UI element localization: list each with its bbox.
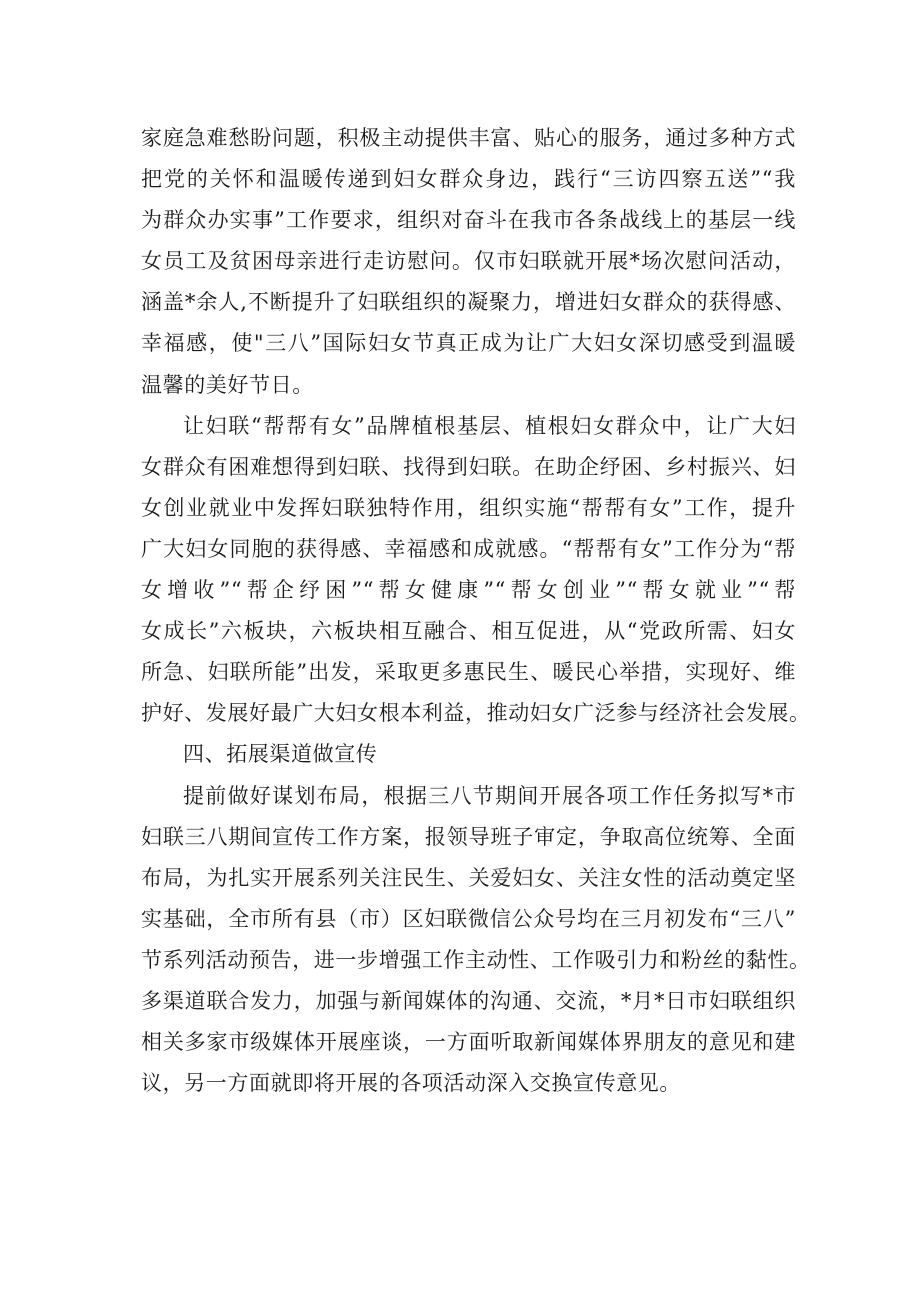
paragraph-1 bbox=[141, 118, 796, 406]
text-line: 相关多家市级媒体开展座谈，一方面听取新闻媒体界朋友的意见和建 bbox=[141, 1030, 796, 1055]
paragraph-3 bbox=[141, 776, 811, 1105]
text-line: 实基础，全市所有县（市）区妇联微信公众号均在三月初发布“三八” bbox=[141, 906, 796, 931]
text-line: 涵盖*余人,不断提升了妇联组织的凝聚力，增进妇女群众的获得感、 bbox=[141, 290, 796, 315]
document-body bbox=[141, 118, 811, 1104]
text-line: 布局，为扎实开展系列关注民生、关爱妇女、关注女性的活动奠定坚 bbox=[141, 865, 796, 890]
text-line: 妇联三八期间宣传工作方案，报领导班子审定，争取高位统筹、全面 bbox=[141, 824, 796, 849]
section-heading: 四、拓展渠道做宣传 bbox=[183, 742, 378, 767]
text-line: 幸福感，使"三八”国际妇女节真正成为让广大妇女深切感受到温暖 bbox=[141, 331, 796, 356]
text-line: 女增收”“帮企纾困”“帮女健康”“帮女创业”“帮女就业”“帮 bbox=[141, 578, 796, 603]
text-line: 女创业就业中发挥妇联独特作用，组织实施“帮帮有女”工作，提升 bbox=[141, 495, 796, 520]
text-line: 为群众办实事”工作要求，组织对奋斗在我市各条战线上的基层一线 bbox=[141, 208, 796, 233]
text-line: 提前做好谋划布局，根据三八节期间开展各项工作任务拟写*市 bbox=[183, 783, 796, 808]
text-line: 让妇联“帮帮有女”品牌植根基层、植根妇女群众中，让广大妇 bbox=[183, 413, 796, 438]
text-line: 多渠道联合发力，加强与新闻媒体的沟通、交流，*月*日市妇联组织 bbox=[141, 988, 796, 1013]
text-line: 护好、发展好最广大妇女根本利益，推动妇女广泛参与经济社会发展。 bbox=[141, 701, 811, 726]
paragraph-2 bbox=[141, 406, 811, 735]
text-line: 温馨的美好节日。 bbox=[141, 372, 314, 397]
text-line: 议，另一方面就即将开展的各项活动深入交换宣传意见。 bbox=[141, 1071, 681, 1096]
text-line: 把党的关怀和温暖传递到妇女群众身边，践行“三访四察五送”“我 bbox=[141, 167, 796, 192]
text-line: 家庭急难愁盼问题，积极主动提供丰富、贴心的服务，通过多种方式 bbox=[141, 126, 796, 150]
text-line: 女群众有困难想得到妇联、找得到妇联。在助企纾困、乡村振兴、妇 bbox=[141, 454, 796, 479]
text-line: 女成长”六板块，六板块相互融合、相互促进，从“党政所需、妇女 bbox=[141, 619, 796, 644]
text-line: 广大妇女同胞的获得感、幸福感和成就感。“帮帮有女”工作分为“帮 bbox=[141, 536, 796, 561]
text-line: 节系列活动预告，进一步增强工作主动性、工作吸引力和粉丝的黏性。 bbox=[141, 947, 811, 972]
text-line: 所急、妇联所能”出发，采取更多惠民生、暖民心举措，实现好、维 bbox=[141, 660, 796, 685]
text-line: 女员工及贫困母亲进行走访慰问。仅市妇联就开展*场次慰问活动， bbox=[141, 249, 796, 274]
